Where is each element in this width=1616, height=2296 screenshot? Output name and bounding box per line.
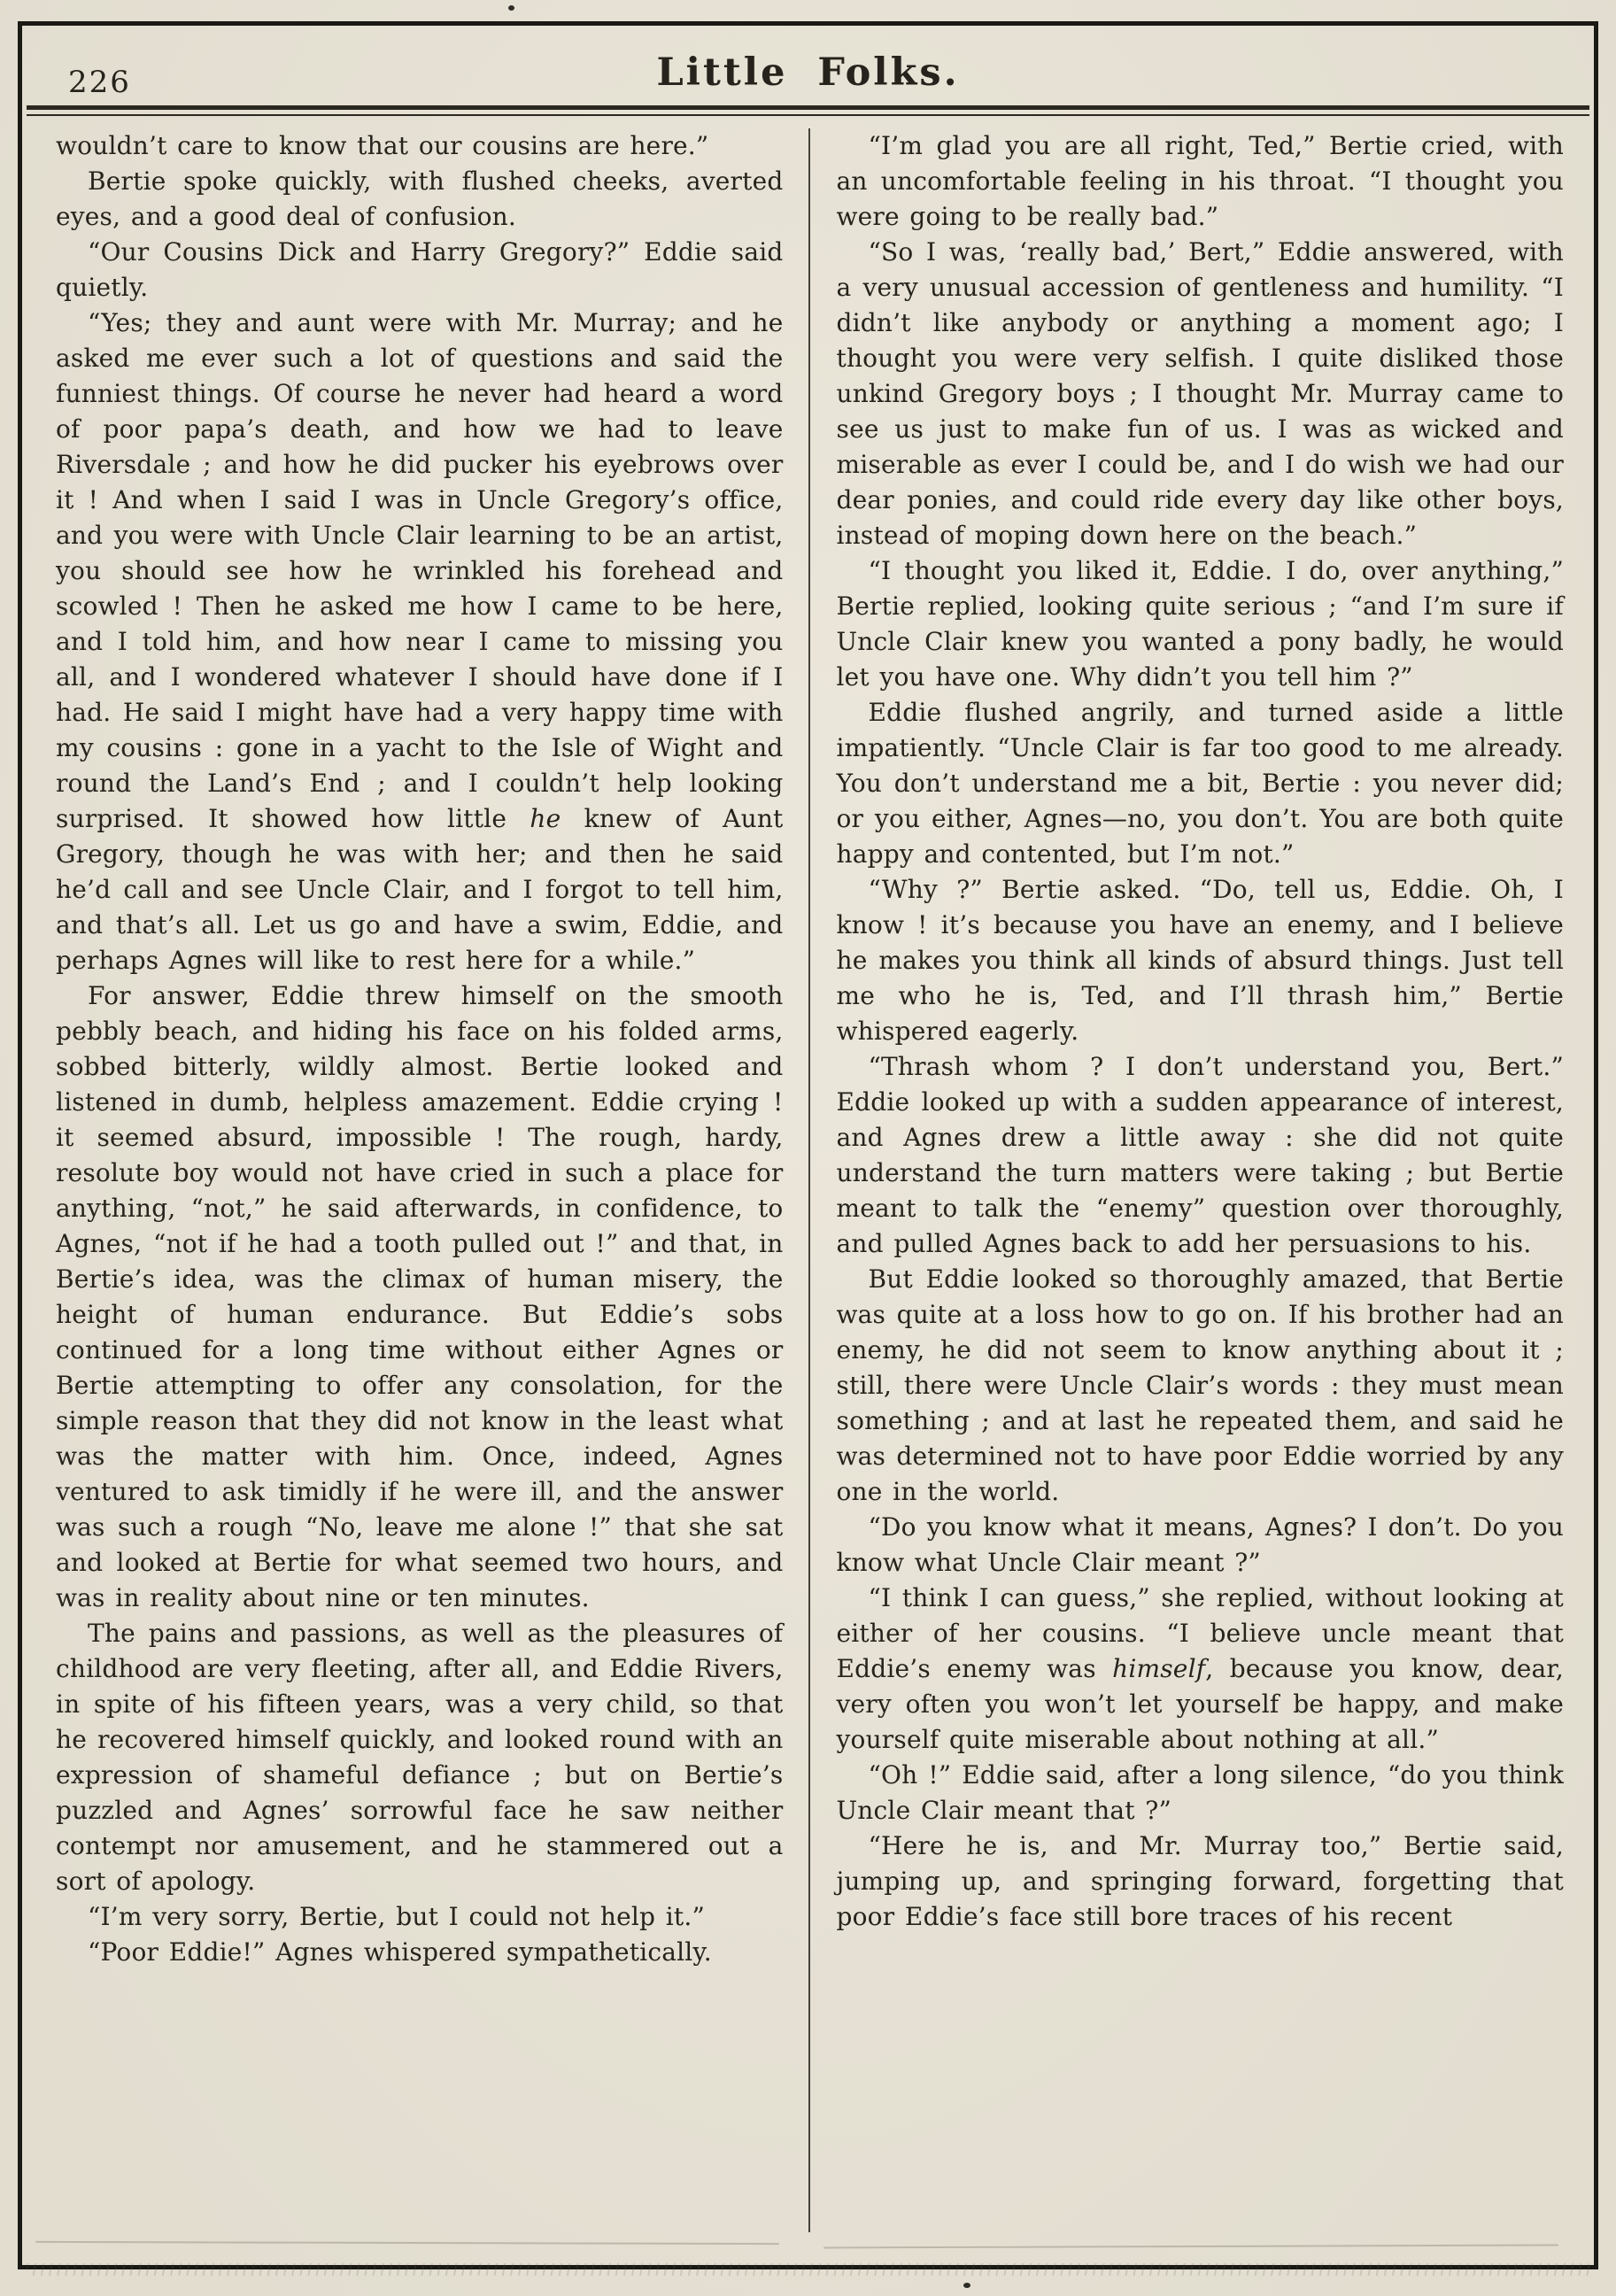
column-right: [810, 128, 1565, 2232]
paragraph: “I thought you liked it, Eddie. I do, over anything,” Bertie replied, looking quite serious ; “and I’m sure if Uncle Clair knew you wanted a pony badly, he would let you have one. Why didn’t you tell him ?”: [836, 556, 1564, 692]
paragraph: Bertie spoke quickly, with flushed cheeks, averted eyes, and a good deal of confusion.: [56, 166, 784, 231]
page-number: 226: [68, 65, 131, 100]
paragraph: For answer, Eddie threw himself on the smooth pebbly beach, and hiding his face on his folded arms, sobbed bitterly, wildly almost. Bertie looked and listened in dumb, helpless amazement. Eddie crying ! it seemed absurd, impossible ! The rough, hardy, resolute boy would not have cried in such a place for anything, “not,” he said afterwards, in confidence, to Agnes, “not if he had a tooth pulled out !” and that, in Bertie’s idea, was the climax of human misery, the height of human endurance. But Eddie’s sobs continued for a long time without either Agnes or Bertie attempting to offer any consolation, for the simple reason that they did not know in the least what was the matter with him. Once, indeed, Agnes ventured to ask timidly if he were ill, and the answer was such a rough “No, leave me alone !” that she sat and looked at Bertie for what seemed two hours, and was in reality about nine or ten minutes.: [56, 981, 784, 1612]
paragraph: The pains and passions, as well as the pleasures of childhood are very fleeting, after all, and Eddie Rivers, in spite of his fifteen years, was a very child, so that he recovered himself quickly, and looked round with an expression of shameful defiance ; but on Bertie’s puzzled and Agnes’ sorrowful face he saw neither contempt nor amusement, and he stammered out a sort of apology.: [56, 1619, 784, 1896]
paragraph: “I’m glad you are all right, Ted,” Bertie cried, with an uncomfortable feeling in his throat. “I thought you were going to be really bad.”: [836, 131, 1564, 231]
paragraph: “Yes; they and aunt were with Mr. Murray; and he asked me ever such a lot of questions and said the funniest things. Of course he never had heard a word of poor papa’s death, and how we had to leave Riversdale ; and how he did pucker his eyebrows over it ! And when I said I was in Uncle Gregory’s office, and you were with Uncle Clair learning to be an artist, you should see how he wrinkled his forehead and scowled ! Then he asked me how I came to be here, and I told him, and how near I came to missing you all, and I wondered whatever I should have done if I had. He said I might have had a very happy time with my cousins : gone in a yacht to the Isle of Wight and round the Land’s End ; and I couldn’t help looking surprised. It showed how little he knew of Aunt Gregory, though he was with her; and then he said he’d call and see Uncle Clair, and I forgot to tell him, and that’s all. Let us go and have a swim, Eddie, and perhaps Agnes will like to rest here for a while.”: [56, 308, 784, 975]
page-frame: [18, 21, 1598, 2269]
scan-artifact-hatch: [27, 2263, 1589, 2276]
paragraph: “Thrash whom ? I don’t understand you, Bert.” Eddie looked up with a sudden appearance of interest, and Agnes drew a little away : she did not quite understand the turn matters were taking ; but Bertie meant to talk the “enemy” question over thoroughly, and pulled Agnes back to add her persuasions to his.: [836, 1052, 1564, 1258]
scan-speck: [508, 5, 514, 11]
header-rule: [27, 105, 1589, 116]
text-columns: [22, 116, 1594, 2232]
page-header: [22, 40, 1594, 105]
paragraph: “Do you know what it means, Agnes? I don’t. Do you know what Uncle Clair meant ?”: [836, 1512, 1564, 1577]
paragraph: wouldn’t care to know that our cousins are here.”: [56, 131, 709, 160]
scan-speck: [963, 2283, 970, 2288]
paragraph: “I’m very sorry, Bertie, but I could not help it.”: [88, 1902, 705, 1931]
paragraph: But Eddie looked so thoroughly amazed, that Bertie was quite at a loss how to go on. If his brother had an enemy, he did not seem to know anything about it ; still, there were Uncle Clair’s words : they must mean something ; and at last he repeated them, and said he was determined not to have poor Eddie worried by any one in the world.: [836, 1264, 1564, 1506]
paragraph: “Oh !” Eddie said, after a long silence, “do you think Uncle Clair meant that ?”: [836, 1760, 1564, 1825]
paragraph: “I think I can guess,” she replied, without looking at either of her cousins. “I believe uncle meant that Eddie’s enemy was himself, because you know, dear, very often you won’t let yourself be happy, and make yourself quite miserable about nothing at all.”: [836, 1583, 1564, 1754]
page-title: Little Folks.: [656, 50, 960, 95]
paragraph: “Poor Eddie!” Agnes whispered sympathetically.: [88, 1937, 712, 1967]
paragraph: “Here he is, and Mr. Murray too,” Bertie said, jumping up, and springing forward, forgetting that poor Eddie’s face still bore traces of his recent: [836, 1831, 1564, 1931]
column-left: [56, 128, 810, 2232]
paragraph: “So I was, ‘really bad,’ Bert,” Eddie answered, with a very unusual accession of gentleness and humility. “I didn’t like anybody or anything a moment ago; I thought you were very selfish. I quite disliked those unkind Gregory boys ; I thought Mr. Murray came to see us just to make fun of us. I was as wicked and miserable as ever I could be, and I do wish we had our dear ponies, and could ride every day like other boys, instead of moping down here on the beach.”: [836, 237, 1564, 550]
paragraph: “Why ?” Bertie asked. “Do, tell us, Eddie. Oh, I know ! it’s because you have an enemy, and I believe he makes you think all kinds of absurd things. Just tell me who he is, Ted, and I’ll thrash him,” Bertie whispered eagerly.: [836, 875, 1564, 1046]
paragraph: Eddie flushed angrily, and turned aside a little impatiently. “Uncle Clair is far too good to me already. You don’t understand me a bit, Bertie : you never did; or you either, Agnes—no, you don’t. You are both quite happy and contented, but I’m not.”: [836, 698, 1564, 869]
paragraph: “Our Cousins Dick and Harry Gregory?” Eddie said quietly.: [56, 237, 784, 302]
